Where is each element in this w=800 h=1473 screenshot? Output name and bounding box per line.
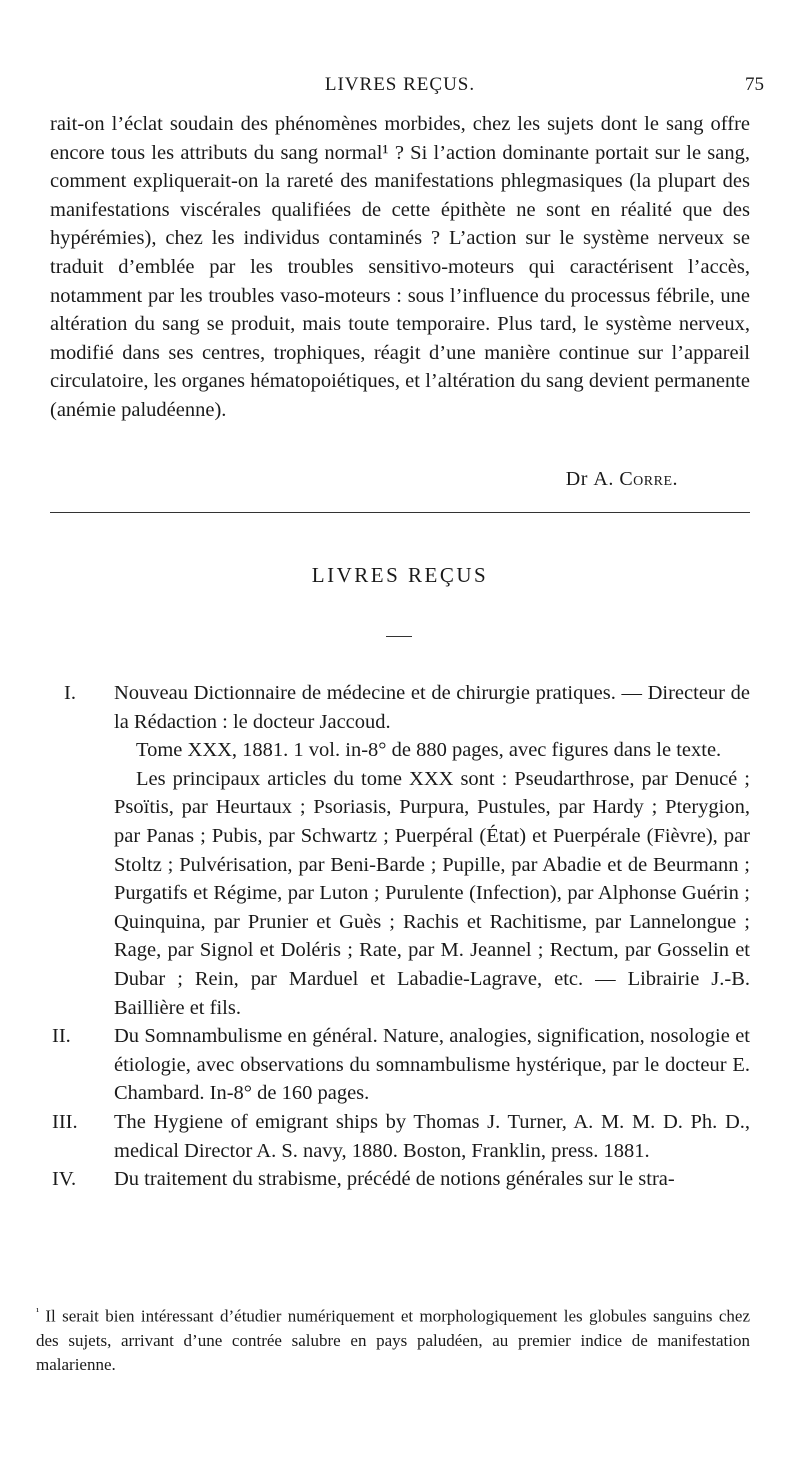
footnote-mark: ¹ — [36, 1306, 40, 1318]
entry-number: II. — [52, 1025, 71, 1048]
signature-prefix: Dr — [565, 468, 588, 490]
running-title: LIVRES REÇUS. — [324, 74, 476, 95]
book-list — [50, 679, 750, 1194]
footnote — [36, 1300, 750, 1377]
section-divider — [50, 512, 750, 513]
entry-text: Nouveau Dictionnaire de médecine et de chirurgie pratiques. — Directeur de la Rédaction : le docteur Jaccoud. — [114, 682, 750, 733]
footnote-text: Il serait bien intéressant d’étudier numériquement et morphologiquement les globules sanguins chez des sujets, arrivant d’une contrée salubre en pays paludéen, au premier indice de manifestation malarienne. — [36, 1306, 750, 1374]
entry-details: Tome XXX, 1881. 1 vol. in-8° de 880 pages, avec figures dans le texte. — [136, 739, 722, 762]
author-signature — [566, 468, 678, 491]
running-head — [0, 70, 800, 100]
entry-number: I. — [64, 682, 76, 704]
entry-number: IV. — [52, 1168, 77, 1191]
list-item — [50, 1022, 750, 1108]
list-item — [50, 1165, 750, 1194]
entry-text: Du Somnambulisme en général. Nature, analogies, signification, nosologie et étiologie, avec observations du somnambulisme hystérique, par le docteur E. Chambard. In-8° de 160 pages. — [114, 1025, 750, 1105]
entry-text: Du traitement du strabisme, précédé de notions générales sur le stra- — [114, 1168, 675, 1191]
list-item — [50, 1108, 750, 1165]
page-number: 75 — [745, 74, 764, 95]
list-item — [50, 679, 750, 1022]
entry-details: Les principaux articles du tome XXX sont : Pseudarthrose, par Denucé ; Psoïtis, par Heurtaux ; Psoriasis, Purpura, Pustules, par Hardy ; Pterygion, par Panas ; Pubis, par Schwartz ; Puerpéral (État) et Puerpérale (Fièvre), par Stoltz ; Pulvérisation, par Beni-Barde ; Pupille, par Abadie et de Beurmann ; Purgatifs et Régime, par Luton ; Purulente (Infection), par Alphonse Guérin ; Quinquina, par Prunier et Guès ; Rachis et Rachitisme, par Lannelongue ; Rage, par Signol et Doléris ; Rate, par M. Jeannel ; Rectum, par Gosselin et Dubar ; Rein, par Marduel et Labadie-Lagrave, etc. — Librairie J.-B. Baillière et fils. — [114, 767, 750, 1019]
body-paragraph: rait-on l’éclat soudain des phénomènes morbides, chez les sujets dont le sang offre encore tous les attributs du sang normal¹ ? Si l’action dominante portait sur le sang, comment expliquerait-on la rareté des manifestations phlegmasiques (la plupart des manifestations viscérales qualifiées de cette épithète ne sont en réalité que des hypérémies), chez les individus contaminés ? L’action sur le système nerveux se traduit d’emblée par les troubles sensitivo-moteurs qui caractérisent l’accès, notamment par les troubles vaso-moteurs : sous l’influence du processus fébrile, une altération du sang se produit, mais toute temporaire. Plus tard, le système nerveux, modifié dans ses centres, trophiques, réagit d’une manière continue sur l’appareil circulatoire, les organes hématopoiétiques, et l’altération du sang devient permanente (anémie paludéenne). — [50, 113, 750, 421]
signature-name: A. Corre. — [593, 468, 678, 490]
section-title: LIVRES REÇUS — [311, 563, 489, 587]
entry-text: The Hygiene of emigrant ships by Thomas J. Turner, A. M. M. D. Ph. D., medical Director A. S. navy, 1880. Boston, Franklin, press. 1881. — [114, 1110, 750, 1162]
title-dash — [386, 636, 412, 637]
entry-number: III. — [52, 1110, 78, 1133]
